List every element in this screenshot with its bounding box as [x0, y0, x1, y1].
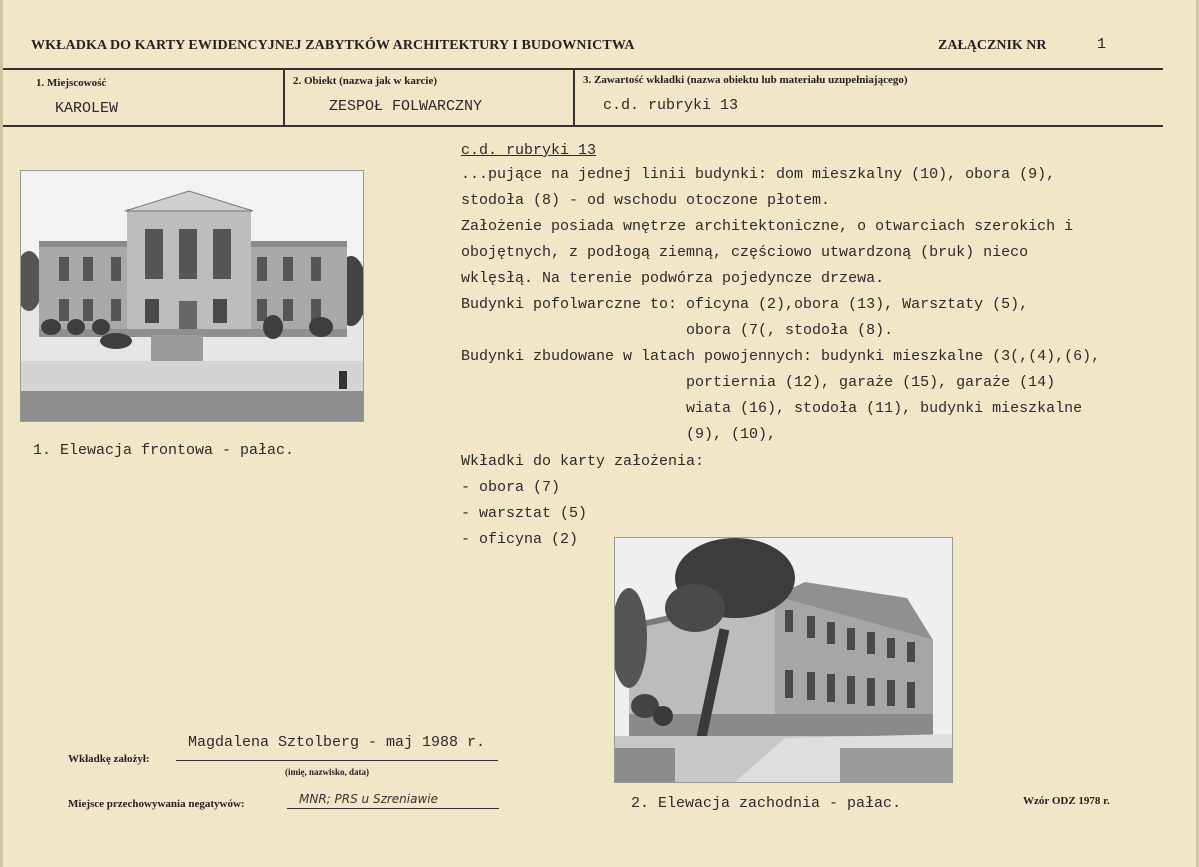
body-line: wklęsłą. Na terenie podwórza pojedyncze drzewa. — [461, 270, 885, 287]
annex-number: 1 — [1097, 36, 1107, 53]
negatives-value: MNR; PRS u Szreniawie — [299, 792, 439, 806]
form-title: WKŁADKA DO KARTY EWIDENCYJNEJ ZABYTKÓW ARCHITEKTURY I BUDOWNICTWA — [31, 38, 635, 53]
content-value: c.d. rubryki 13 — [603, 97, 739, 114]
object-value: ZESPOŁ FOLWARCZNY — [329, 98, 483, 115]
body-line: (9), (10), — [461, 426, 777, 443]
body-line: - oficyna (2) — [461, 531, 579, 548]
body-line: - obora (7) — [461, 479, 561, 496]
body-line: Budynki pofolwarczne to: oficyna (2),obora (13), Warsztaty (5), — [461, 296, 1029, 313]
body-line: Założenie posiada wnętrze architektoniczne, o otwarciach szerokich i — [461, 218, 1074, 235]
header-divider-2 — [573, 68, 575, 126]
photo-palace-west — [614, 537, 953, 783]
body-line: wiata (16), stodoła (11), budynki mieszkalne — [461, 400, 1083, 417]
photo2-caption: 2. Elewacja zachodnia - pałac. — [631, 795, 902, 812]
body-line: obora (7(, stodoła (8). — [461, 322, 894, 339]
photo-palace-front — [20, 170, 364, 422]
content-label: 3. Zawartość wkładki (nazwa obiektu lub materiału uzupełniającego) — [583, 74, 908, 86]
header-divider-1 — [283, 68, 285, 126]
body-line: Wkładki do karty założenia: — [461, 453, 705, 470]
annex-label: ZAŁĄCZNIK NR — [938, 38, 1047, 53]
negatives-line — [287, 808, 499, 809]
header-rule-bottom — [3, 125, 1163, 127]
body-line: portiernia (12), garaże (15), garaże (14) — [461, 374, 1056, 391]
photo1-caption: 1. Elewacja frontowa - pałac. — [33, 442, 295, 459]
author-value: Magdalena Sztolberg - maj 1988 r. — [188, 734, 486, 751]
header-rule-top — [3, 68, 1163, 70]
author-signature-line — [176, 760, 498, 761]
locality-label: 1. Miejscowość — [36, 77, 107, 89]
locality-value: KAROLEW — [55, 100, 119, 117]
body-line: - warsztat (5) — [461, 505, 588, 522]
author-label: Wkładkę założył: — [68, 753, 150, 765]
negatives-label: Miejsce przechowywania negatywów: — [68, 798, 245, 810]
form-mark: Wzór ODZ 1978 r. — [1023, 795, 1110, 807]
body-line: Budynki zbudowane w latach powojennych: budynki mieszkalne (3(,(4),(6), — [461, 348, 1101, 365]
body-line: obojętnych, z podłogą ziemną, częściowo utwardzoną (bruk) nieco — [461, 244, 1029, 261]
body-heading: c.d. rubryki 13 — [461, 142, 597, 159]
author-hint: (imię, nazwisko, data) — [285, 767, 369, 777]
object-label: 2. Obiekt (nazwa jak w karcie) — [293, 75, 438, 87]
body-line: ...pujące na jednej linii budynki: dom mieszkalny (10), obora (9), — [461, 166, 1056, 183]
body-line: stodoła (8) - od wschodu otoczone płotem. — [461, 192, 831, 209]
